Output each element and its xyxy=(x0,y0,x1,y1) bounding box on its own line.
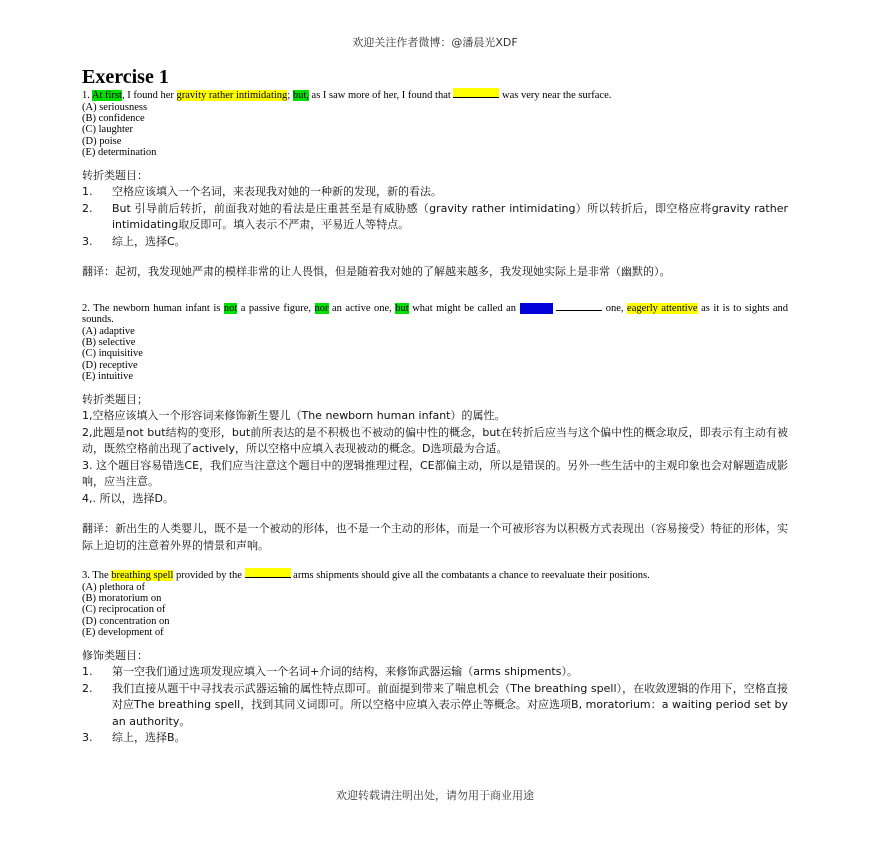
item-text: 综上，选择B。 xyxy=(112,731,186,745)
item-text: 综上，选择C。 xyxy=(112,234,186,248)
question-1-stem xyxy=(82,88,788,102)
question-2-options xyxy=(82,326,788,383)
stem-text: one, xyxy=(602,302,628,314)
document-body xyxy=(82,66,788,747)
stem-text: what might be called an xyxy=(408,302,520,314)
highlight-green: nor xyxy=(314,302,329,314)
analysis-item xyxy=(82,681,788,731)
option: (A) plethora of xyxy=(82,581,145,593)
item-text: 空格应该填入一个名词，来表现我对她的一种新的发现，新的看法。 xyxy=(112,185,442,199)
option: (A) adaptive xyxy=(82,325,135,337)
stem-text: arms shipments should give all the combatants a chance to reevaluate their positions. xyxy=(290,570,650,582)
stem-text: an active one, xyxy=(328,302,396,314)
item-number: 1. xyxy=(82,665,93,679)
option: (E) intuitive xyxy=(82,371,134,383)
option: (D) concentration on xyxy=(82,615,170,627)
highlight-yellow: gravity rather intimidating xyxy=(176,90,288,101)
page-footer: 欢迎转载请注明出处，请勿用于商业用途 xyxy=(336,789,534,802)
highlight-yellow: eagerly attentive xyxy=(627,302,698,314)
analysis-item: 1,空格应该填入一个形容词来修饰新生婴儿（The newborn human infant）的属性。 xyxy=(82,409,506,423)
analysis-title: 转折类题目： xyxy=(82,168,148,182)
option: (E) determination xyxy=(82,147,157,159)
option: (C) inquisitive xyxy=(82,348,143,360)
item-number: 2. xyxy=(82,201,93,215)
option: (A) seriousness xyxy=(82,101,148,113)
stem-text: , I found her xyxy=(121,90,177,101)
analysis-item xyxy=(82,730,788,747)
question-3-stem xyxy=(82,568,788,582)
highlight-green: At first xyxy=(91,90,122,101)
item-text: 第一空我们通过选项发现应填入一个名词+介词的结构，来修饰武器运输（arms shipments）。 xyxy=(112,665,578,679)
highlight-yellow: breathing spell xyxy=(111,570,174,582)
answer-blank xyxy=(556,301,602,311)
analysis-title: 修饰类题目： xyxy=(82,648,148,662)
item-number: 3. xyxy=(82,731,93,745)
question-1-options xyxy=(82,102,788,159)
option: (E) development of xyxy=(82,627,164,639)
item-text: 我们直接从题干中寻找表示武器运输的属性特点即可。前面提到带来了喘息机会（The breathing spell），在收敛逻辑的作用下，空格直接对应The breathing spell，找到其同义词即可。所以空格中应填入表示停止等概念。对应选项B, moratorium：a waiting period set by an authority。 xyxy=(112,681,788,728)
analysis-item xyxy=(82,664,788,681)
translation: 翻译：新出生的人类婴儿，既不是一个被动的形体，也不是一个主动的形体，而是一个可被形容为以积极方式表现出（容易接受）特征的形体，实际上迫切的注意着外界的情景和声响。 xyxy=(82,522,788,552)
analysis-item: 4,. 所以，选择D。 xyxy=(82,491,174,505)
analysis-item xyxy=(82,201,788,234)
analysis-item xyxy=(82,234,788,251)
option: (D) poise xyxy=(82,135,122,147)
stem-text: was very near the surface. xyxy=(499,90,612,101)
stem-text: ; xyxy=(287,90,293,101)
item-number: 3. xyxy=(82,234,93,248)
option: (C) laughter xyxy=(82,124,134,136)
question-number: 1. xyxy=(82,90,92,101)
translation: 翻译：起初，我发现她严肃的模样非常的让人畏惧，但是随着我对她的了解越来越多，我发现她实际上是非常（幽默的）。 xyxy=(82,265,671,279)
item-number: 2. xyxy=(82,681,93,695)
question-2-stem xyxy=(82,301,788,326)
option: (B) confidence xyxy=(82,112,145,124)
stem-text: as I saw more of her, I found that xyxy=(308,90,454,101)
analysis-item xyxy=(82,184,788,201)
analysis-title: 转折类题目； xyxy=(82,392,148,406)
highlight-green: not xyxy=(223,302,238,314)
option: (C) reciprocation of xyxy=(82,604,166,616)
stem-text: provided by the xyxy=(173,570,245,582)
stem-text: 2. The newborn human infant is xyxy=(82,302,224,314)
page-header: 欢迎关注作者微博：@潘晨光XDF xyxy=(352,36,518,49)
highlight-green: but xyxy=(395,302,409,314)
item-number: 1. xyxy=(82,185,93,199)
stem-text: as it is to sights and sounds. xyxy=(82,302,788,326)
highlight-blue: actively xyxy=(519,302,553,314)
option: (B) selective xyxy=(82,336,136,348)
answer-blank xyxy=(453,88,499,98)
highlight-green: but, xyxy=(292,90,309,101)
exercise-title: Exercise 1 xyxy=(82,66,169,88)
analysis-item: 3. 这个题目容易错选CE，我们应当注意这个题目中的逻辑推理过程，CE都偏主动，所以是错误的。另外一些生活中的主观印象也会对解题造成影响，应当注意。 xyxy=(82,458,788,489)
analysis-item: 2,此题是not but结构的变形，but前所表达的是不积极也不被动的偏中性的概念，but在转折后应当与这个偏中性的概念取反，即表示有主动有被动，既然空格前出现了actively，所以空格中应填入表现被动的概念。D选项最为合适。 xyxy=(82,425,788,456)
answer-blank xyxy=(245,568,291,578)
question-3-options xyxy=(82,582,788,639)
item-text: But 引导前后转折，前面我对她的看法是庄重甚至是有威胁感（gravity rather intimidating）所以转折后，即空格应将gravity rather intimidating取反即可。填入表示不严肃，平易近人等特点。 xyxy=(112,201,788,232)
option: (D) receptive xyxy=(82,359,138,371)
stem-text: a passive figure, xyxy=(237,302,315,314)
stem-text: 3. The xyxy=(82,570,112,582)
option: (B) moratorium on xyxy=(82,592,162,604)
